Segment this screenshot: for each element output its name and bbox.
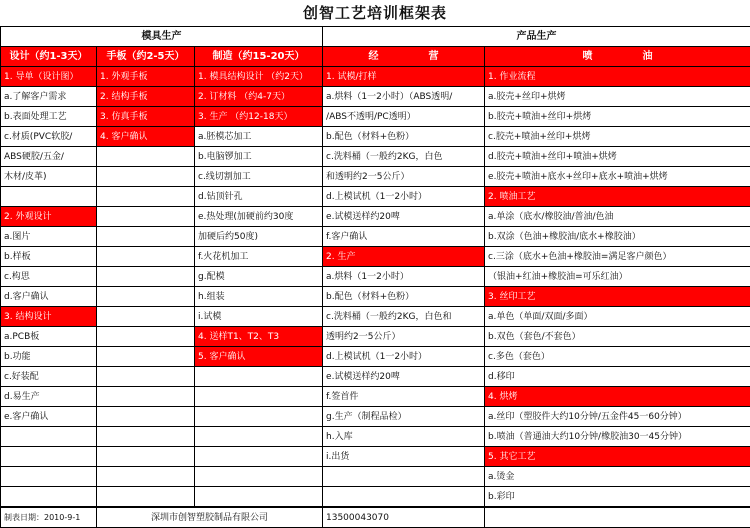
spray-cell: c.多色（套色） bbox=[485, 347, 750, 367]
spray-cell: c.胶壳+喷油+丝印+烘烤 bbox=[485, 127, 750, 147]
spray-cell: a.单涂（底水/橡胶油/普油/色油 bbox=[485, 207, 750, 227]
process-cell: c.洗料桶（一般约2KG，白色 bbox=[323, 147, 485, 167]
footer-empty bbox=[485, 508, 750, 528]
process-cell: 2. 生产 bbox=[323, 247, 485, 267]
design-cell: 2. 外观设计 bbox=[1, 207, 97, 227]
handboard-cell bbox=[97, 327, 195, 347]
spray-cell: b.彩印 bbox=[485, 487, 750, 507]
making-header: 制造（约15-20天） bbox=[195, 47, 323, 67]
process-cell: 和透明约2一5公斤） bbox=[323, 167, 485, 187]
spray-cell: 2. 喷油工艺 bbox=[485, 187, 750, 207]
design-cell: a.了解客户需求 bbox=[1, 87, 97, 107]
process-cell: f.签首件 bbox=[323, 387, 485, 407]
making-cell bbox=[195, 427, 323, 447]
table-row bbox=[1, 127, 750, 147]
table-row bbox=[1, 267, 750, 287]
making-cell bbox=[195, 467, 323, 487]
handboard-cell: 1. 外观手板 bbox=[97, 67, 195, 87]
table-row bbox=[1, 347, 750, 367]
training-table bbox=[0, 26, 750, 507]
handboard-cell bbox=[97, 427, 195, 447]
process-cell: 1. 试模/打样 bbox=[323, 67, 485, 87]
handboard-cell bbox=[97, 347, 195, 367]
spray-cell: b.喷油（普通油大约10分钟/橡胶油30一45分钟） bbox=[485, 427, 750, 447]
process-cell: i.出货 bbox=[323, 447, 485, 467]
process-header: 经 营 bbox=[323, 47, 485, 67]
spray-cell: a.单色（单面/双面/多面） bbox=[485, 307, 750, 327]
design-header: 设计（约1-3天） bbox=[1, 47, 97, 67]
design-cell: 3. 结构设计 bbox=[1, 307, 97, 327]
making-cell: 4. 送样T1、T2、T3 bbox=[195, 327, 323, 347]
spray-cell: b.双涂（色油+橡胶油/底水+橡胶油） bbox=[485, 227, 750, 247]
process-cell: h.入库 bbox=[323, 427, 485, 447]
handboard-cell bbox=[97, 207, 195, 227]
making-cell: 5. 客户确认 bbox=[195, 347, 323, 367]
spray-cell: a.烫金 bbox=[485, 467, 750, 487]
making-cell bbox=[195, 387, 323, 407]
handboard-cell bbox=[97, 247, 195, 267]
process-cell: d.上模试机（1一2小时） bbox=[323, 347, 485, 367]
design-cell bbox=[1, 487, 97, 507]
spray-cell: a.胶壳+丝印+烘烤 bbox=[485, 87, 750, 107]
making-cell bbox=[195, 407, 323, 427]
making-cell bbox=[195, 367, 323, 387]
process-cell: f.客户确认 bbox=[323, 227, 485, 247]
handboard-cell: 4. 客户确认 bbox=[97, 127, 195, 147]
spray-cell: d.移印 bbox=[485, 367, 750, 387]
spray-cell: 1. 作业流程 bbox=[485, 67, 750, 87]
handboard-cell bbox=[97, 267, 195, 287]
design-cell: 木材/皮革) bbox=[1, 167, 97, 187]
table-row bbox=[1, 367, 750, 387]
table-row bbox=[1, 107, 750, 127]
design-cell: b.样板 bbox=[1, 247, 97, 267]
table-row bbox=[1, 447, 750, 467]
spray-cell: （银油+红油+橡胶油=可乐红油） bbox=[485, 267, 750, 287]
spray-cell: 3. 丝印工艺 bbox=[485, 287, 750, 307]
handboard-cell bbox=[97, 467, 195, 487]
table-row bbox=[1, 487, 750, 507]
table-row bbox=[1, 467, 750, 487]
handboard-cell bbox=[97, 287, 195, 307]
table-row bbox=[1, 67, 750, 87]
handboard-cell bbox=[97, 307, 195, 327]
spray-cell: b.胶壳+喷油+丝印+烘烤 bbox=[485, 107, 750, 127]
table-row bbox=[1, 247, 750, 267]
handboard-cell bbox=[97, 387, 195, 407]
design-cell: e.客户确认 bbox=[1, 407, 97, 427]
spray-cell: e.胶壳+喷油+底水+丝印+底水+喷油+烘烤 bbox=[485, 167, 750, 187]
table-row bbox=[1, 307, 750, 327]
making-cell: c.线切割加工 bbox=[195, 167, 323, 187]
table-row bbox=[1, 387, 750, 407]
table-row bbox=[1, 407, 750, 427]
design-cell: b.表面处理工艺 bbox=[1, 107, 97, 127]
handboard-cell bbox=[97, 147, 195, 167]
table-row bbox=[1, 227, 750, 247]
footer-date: 制表日期：2010-9-1 bbox=[1, 508, 97, 528]
spray-cell: c.三涂（底水+色油+橡胶油=满足客户颜色） bbox=[485, 247, 750, 267]
spray-cell: b.双色（套色/不套色） bbox=[485, 327, 750, 347]
spray-cell: d.胶壳+喷油+丝印+喷油+烘烤 bbox=[485, 147, 750, 167]
making-cell bbox=[195, 487, 323, 507]
design-cell: ABS硬胶/五金/ bbox=[1, 147, 97, 167]
process-cell: g.生产（制程品检） bbox=[323, 407, 485, 427]
process-cell: e.试模送样约20啤 bbox=[323, 207, 485, 227]
handboard-cell bbox=[97, 407, 195, 427]
spray-cell: 4. 烘烤 bbox=[485, 387, 750, 407]
making-cell: 3. 生产 （约12-18天） bbox=[195, 107, 323, 127]
product-header: 产品生产 bbox=[323, 27, 750, 47]
table-row bbox=[1, 427, 750, 447]
table-row bbox=[1, 327, 750, 347]
making-cell: b.电脑锣加工 bbox=[195, 147, 323, 167]
process-cell: /ABS不透明/PC透明） bbox=[323, 107, 485, 127]
table-row bbox=[1, 167, 750, 187]
design-cell: 1. 导单（设计图） bbox=[1, 67, 97, 87]
making-cell: a.胚模芯加工 bbox=[195, 127, 323, 147]
design-cell bbox=[1, 427, 97, 447]
making-cell: e.热处理(加硬前约30度 bbox=[195, 207, 323, 227]
handboard-cell: 2. 结构手板 bbox=[97, 87, 195, 107]
design-cell: d.客户确认 bbox=[1, 287, 97, 307]
design-cell: d.易生产 bbox=[1, 387, 97, 407]
process-cell: 透明约2一5公斤） bbox=[323, 327, 485, 347]
spray-cell: a.丝印（塑胶件大约10分钟/五金件45一60分钟） bbox=[485, 407, 750, 427]
process-cell: c.洗料桶（一般约2KG，白色和 bbox=[323, 307, 485, 327]
process-cell: a.烘料（1一2小时）（ABS透明/ bbox=[323, 87, 485, 107]
design-cell: c.好装配 bbox=[1, 367, 97, 387]
handboard-cell bbox=[97, 367, 195, 387]
design-cell: a.PCB板 bbox=[1, 327, 97, 347]
spray-cell: 5. 其它工艺 bbox=[485, 447, 750, 467]
mold-header: 模具生产 bbox=[1, 27, 323, 47]
footer-company: 深圳市创智塑胶制品有限公司 bbox=[97, 508, 323, 528]
design-cell bbox=[1, 187, 97, 207]
process-cell: e.试模送样约20啤 bbox=[323, 367, 485, 387]
footer-phone: 13500043070 bbox=[323, 508, 485, 528]
table-row bbox=[1, 187, 750, 207]
handboard-cell bbox=[97, 447, 195, 467]
spray-header: 喷 油 bbox=[485, 47, 750, 67]
table-row bbox=[1, 87, 750, 107]
process-cell: d.上模试机（1一2小时） bbox=[323, 187, 485, 207]
table-row bbox=[1, 147, 750, 167]
making-cell: f.火花机加工 bbox=[195, 247, 323, 267]
design-cell: a.图片 bbox=[1, 227, 97, 247]
process-cell bbox=[323, 467, 485, 487]
making-cell: 1. 模具结构设计 （约2天） bbox=[195, 67, 323, 87]
process-cell: b.配色（材料+色粉） bbox=[323, 127, 485, 147]
making-cell bbox=[195, 447, 323, 467]
design-cell bbox=[1, 447, 97, 467]
process-cell: b.配色（材料+色粉） bbox=[323, 287, 485, 307]
design-cell: c.材质(PVC软胶/ bbox=[1, 127, 97, 147]
making-cell: 加硬后约50度) bbox=[195, 227, 323, 247]
table-row bbox=[1, 207, 750, 227]
making-cell: h.组装 bbox=[195, 287, 323, 307]
handboard-cell bbox=[97, 187, 195, 207]
process-cell bbox=[323, 487, 485, 507]
design-cell bbox=[1, 467, 97, 487]
making-cell: i.试模 bbox=[195, 307, 323, 327]
making-cell: d.钻顶针孔 bbox=[195, 187, 323, 207]
handboard-header: 手板（约2-5天） bbox=[97, 47, 195, 67]
handboard-cell: 3. 仿真手板 bbox=[97, 107, 195, 127]
table-row bbox=[1, 287, 750, 307]
footer-table bbox=[0, 507, 750, 528]
handboard-cell bbox=[97, 227, 195, 247]
making-cell: g.配模 bbox=[195, 267, 323, 287]
handboard-cell bbox=[97, 487, 195, 507]
making-cell: 2. 订材料 （约4-7天） bbox=[195, 87, 323, 107]
process-cell: a.烘料（1一2小时） bbox=[323, 267, 485, 287]
page-title: 创智工艺培训框架表 bbox=[0, 0, 750, 26]
design-cell: b.功能 bbox=[1, 347, 97, 367]
handboard-cell bbox=[97, 167, 195, 187]
design-cell: c.构思 bbox=[1, 267, 97, 287]
